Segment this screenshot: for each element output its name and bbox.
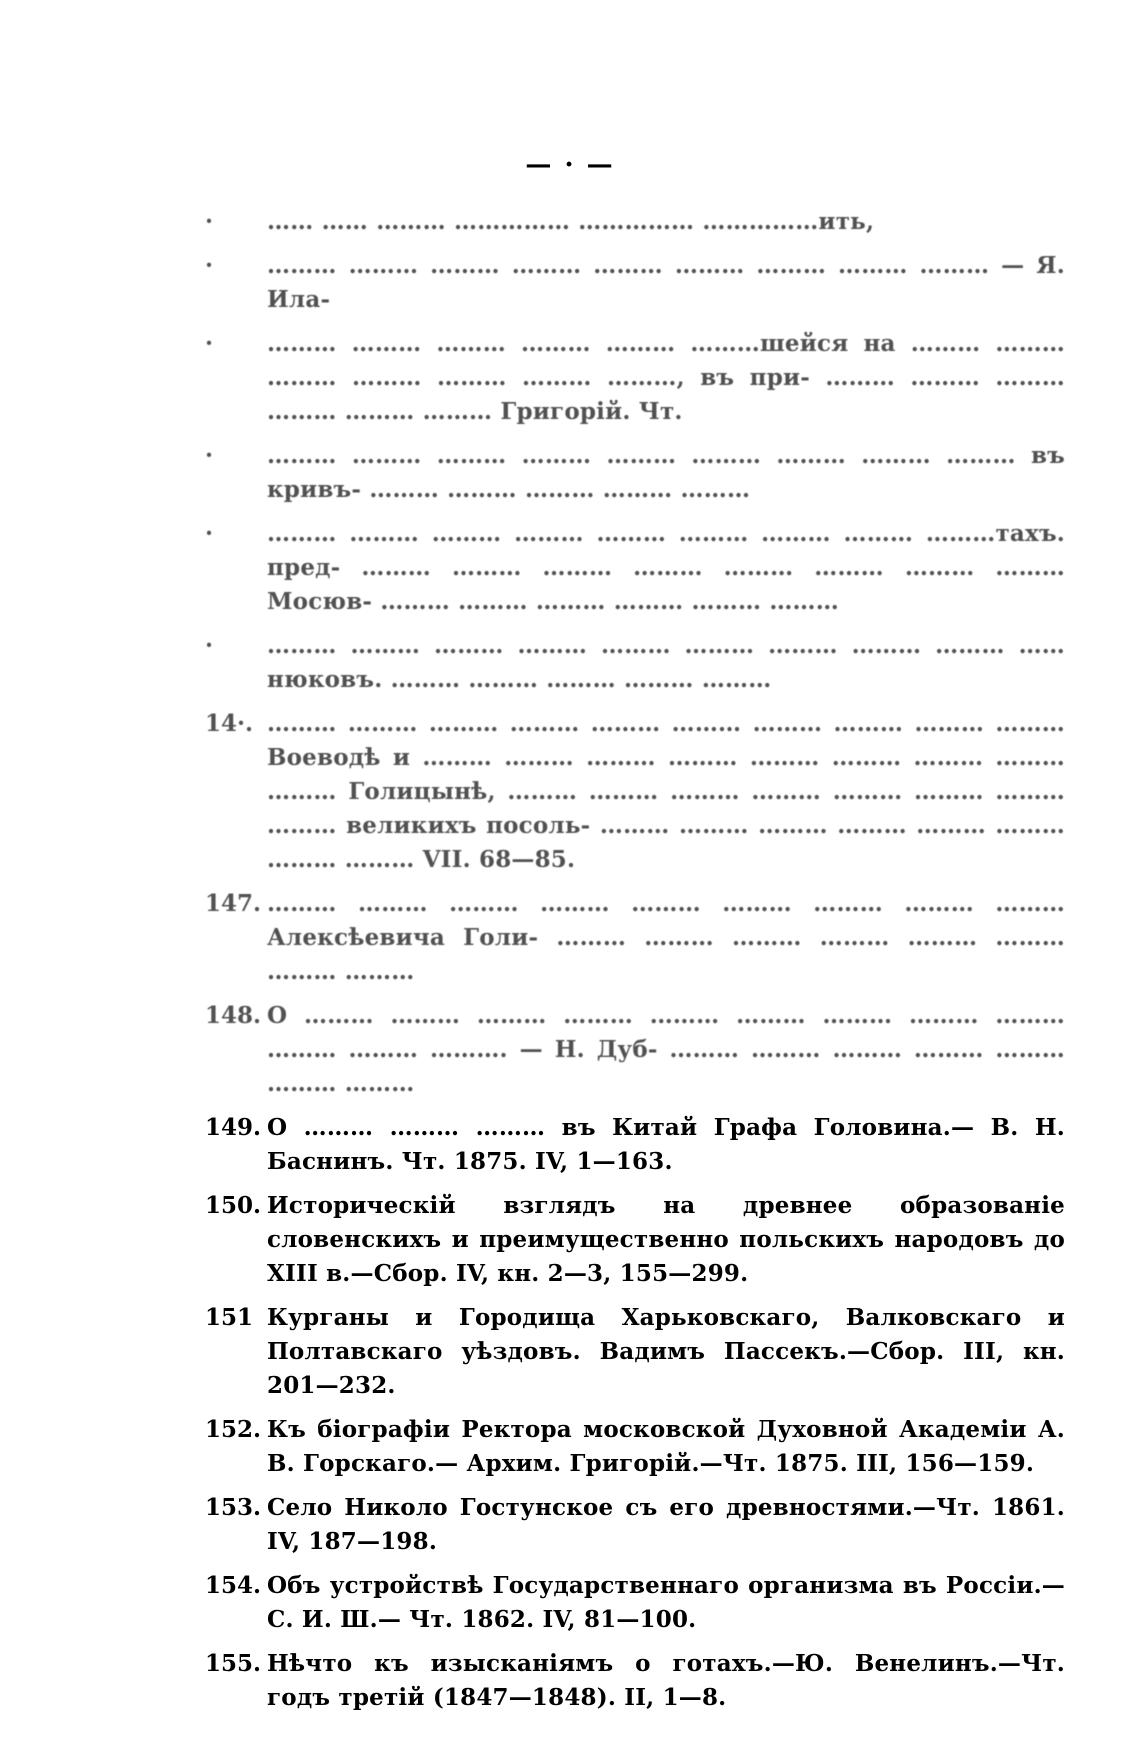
entry-text: ……… ……… ……… ……… ……… ……… ……… ……… ……… ……нюковъ. ……… ……… ……… ……… ……… (267, 632, 1065, 693)
entry-number: · (205, 520, 214, 547)
list-item (205, 1491, 1065, 1559)
entry-text: …… …… ……… …………… …………… ……………ить, (267, 208, 875, 235)
entry-text: ……… ……… ……… ……… ……… ……… ……… ……… ……… — Я. Ила- (267, 252, 1065, 313)
entry-number: 151 (205, 1304, 254, 1331)
entry-text: Село Николо Гостунское съ его древностями.—Чт. 1861. IV, 187—198. (267, 1494, 1065, 1555)
list-item (205, 999, 1065, 1101)
entry-text: ……… ……… ……… ……… ……… ………шейся на ……… ……… ……… ……… ……… ……… ………, въ при- ……… ……… ……… ……… ……… ……… Григорій. Чт. (267, 330, 1065, 425)
list-item (205, 517, 1065, 619)
entry-text: О ……… ……… ……… ……… ……… ……… ……… ……… ……… ……… ……… ………. — Н. Дуб- ……… ……… ……… ……… ……… ……… ……… (267, 1002, 1065, 1097)
entry-text: Курганы и Городища Харьковскаго, Валковскаго и Полтавскаго уѣздовъ. Вадимъ Пассекъ.—Сбор. III, кн. 201—232. (267, 1304, 1065, 1399)
entry-text: Историческій взглядъ на древнее образованіе словенскихъ и преимущественно польскихъ народовъ до XIII в.—Сбор. IV, кн. 2—3, 155—299. (267, 1192, 1065, 1287)
entry-text: ……… ……… ……… ……… ……… ……… ……… ……… ……… въ кривъ- ……… ……… ……… ……… ……… (267, 442, 1065, 503)
entry-text: ……… ……… ……… ……… ……… ……… ……… ……… ……… Алексѣевича Голи- ……… ……… ……… ……… ……… ……… ……… ……… (267, 890, 1065, 985)
entry-text: Къ біографіи Ректора московской Духовной Академіи А. В. Горскаго.— Архим. Григорій.—Чт. 1875. III, 156—159. (267, 1416, 1065, 1477)
entry-number: 149. (205, 1114, 262, 1141)
list-item (205, 249, 1065, 317)
entry-text: Объ устройствѣ Государственнаго организма въ Россіи.—С. И. Ш.— Чт. 1862. IV, 81—100. (267, 1572, 1065, 1633)
entry-number: · (205, 208, 214, 235)
list-item (205, 1569, 1065, 1637)
entry-number: · (205, 632, 214, 659)
list-item (205, 205, 1065, 239)
entry-text: Нѣчто къ изысканіямъ о готахъ.—Ю. Венелинъ.—Чт. годъ третій (1847—1848). II, 1—8. (267, 1650, 1065, 1711)
entry-number: 14·. (205, 710, 254, 737)
entry-text: ……… ……… ……… ……… ……… ……… ……… ……… ………тахъ. пред- ……… ……… ……… ……… ……… ……… ……… ……… Мосюв- ……… ……… ……… ……… ……… ……… (267, 520, 1065, 615)
bibliography-list (205, 205, 1065, 1725)
list-item (205, 1301, 1065, 1403)
list-item (205, 1647, 1065, 1715)
entry-number: 153. (205, 1494, 262, 1521)
entry-number: 150. (205, 1192, 262, 1219)
list-item (205, 1111, 1065, 1179)
list-item (205, 1413, 1065, 1481)
list-item (205, 327, 1065, 429)
entry-number: 148. (205, 1002, 262, 1029)
entry-number: · (205, 330, 214, 357)
entry-number: · (205, 442, 214, 469)
entry-number: 154. (205, 1572, 262, 1599)
list-item (205, 887, 1065, 989)
list-item (205, 1189, 1065, 1291)
list-item (205, 707, 1065, 877)
entry-number: · (205, 252, 214, 279)
entry-number: 152. (205, 1416, 262, 1443)
entry-text: ……… ……… ……… ……… ……… ……… ……… ……… ……… ……… Воеводѣ и ……… ……… ……… ……… ……… ……… ……… ……… ……… Голицынѣ, ……… ……… ……… ……… ……… ……… ……… ……… великихъ посоль- ……… ……… ……… ……… ……… ……… ……… ……… VII. 68—85. (267, 710, 1065, 873)
page-header: — · — (525, 150, 615, 180)
entry-text: О ……… ……… ……… въ Китай Графа Головина.— В. Н. Баснинъ. Чт. 1875. IV, 1—163. (267, 1114, 1065, 1175)
list-item (205, 629, 1065, 697)
entry-number: 147. (205, 890, 262, 917)
entry-number: 155. (205, 1650, 262, 1677)
list-item (205, 439, 1065, 507)
